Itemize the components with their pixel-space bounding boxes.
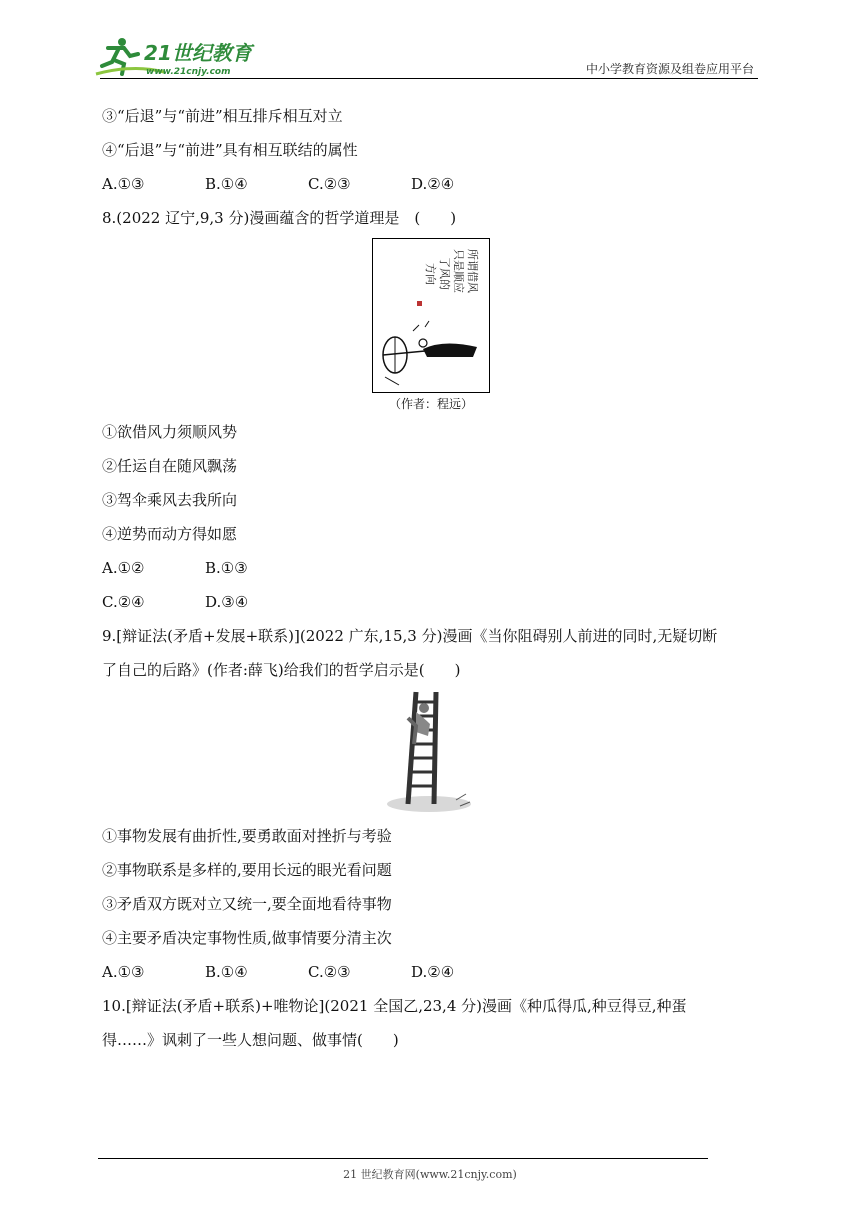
q8-option-d[interactable]: D.③④ <box>205 593 249 611</box>
q9-item-1: ①事物发展有曲折性,要勇敢面对挫折与考验 <box>102 827 392 845</box>
q8-options-row-2 <box>102 592 308 612</box>
q7-option-b[interactable]: B.①④ <box>205 175 248 193</box>
umbrella-figure <box>383 321 477 385</box>
q8-item-3: ③驾伞乘风去我所向 <box>102 491 238 509</box>
q9-item-3: ③矛盾双方既对立又统一,要全面地看待事物 <box>102 895 392 913</box>
platform-tagline: 中小学教育资源及组卷应用平台 <box>585 62 754 76</box>
q9-option-c[interactable]: C.②③ <box>308 963 351 981</box>
q7-option-c[interactable]: C.②③ <box>308 175 351 193</box>
footer-source[interactable]: 21 世纪教育网(www.21cnjy.com) <box>343 1168 517 1181</box>
q8-item-2: ②任运自在随风飘荡 <box>102 457 238 475</box>
svg-text:所谓借风: 所谓借风 <box>466 249 479 293</box>
q8-options-row-1 <box>102 558 308 578</box>
svg-text:方向: 方向 <box>424 263 437 285</box>
q8-stem: 8.(2022 辽宁,9,3 分)漫画蕴含的哲学道理是 ( ) <box>102 209 457 227</box>
q8-option-a[interactable]: A.①② <box>102 559 145 577</box>
header-divider <box>100 78 758 79</box>
site-logo <box>94 34 264 78</box>
q8-option-b[interactable]: B.①③ <box>205 559 248 577</box>
svg-text:了风的: 了风的 <box>438 257 451 290</box>
q7-item-3: ③“后退”与“前进”相互排斥相互对立 <box>102 107 343 125</box>
svg-text:21世纪教育: 21世纪教育 <box>144 41 252 65</box>
q10-stem-line-1: 10.[辩证法(矛盾+联系)+唯物论](2021 全国乙,23,4 分)漫画《种瓜得瓜,种豆得豆,种蛋 <box>102 997 687 1015</box>
q8-cartoon <box>372 238 490 393</box>
q7-option-d[interactable]: D.②④ <box>411 175 455 193</box>
q9-item-2: ②事物联系是多样的,要用长远的眼光看问题 <box>102 861 392 879</box>
svg-text:www.21cnjy.com: www.21cnjy.com <box>146 67 231 77</box>
cartoon-handwriting <box>424 249 480 293</box>
q8-item-1: ①欲借风力须顺风势 <box>102 423 238 441</box>
q8-option-c[interactable]: C.②④ <box>102 593 145 611</box>
q8-item-4: ④逆势而动方得如愿 <box>102 525 238 543</box>
seal-stamp <box>417 301 422 306</box>
q9-option-a[interactable]: A.①③ <box>102 963 145 981</box>
q10-stem-line-2: 得……》讽刺了一些人想问题、做事情( ) <box>102 1031 399 1049</box>
q9-ladder-cartoon <box>386 688 472 814</box>
q9-item-4: ④主要矛盾决定事物性质,做事情要分清主次 <box>102 929 392 947</box>
q9-option-d[interactable]: D.②④ <box>411 963 455 981</box>
q7-options <box>102 174 514 194</box>
q9-option-b[interactable]: B.①④ <box>205 963 248 981</box>
q9-stem-line-2: 了自己的后路》(作者:薛飞)给我们的哲学启示是( ) <box>102 661 461 679</box>
q7-option-a[interactable]: A.①③ <box>102 175 145 193</box>
q9-options <box>102 962 514 982</box>
q9-stem-line-1: 9.[辩证法(矛盾+发展+联系)](2022 广东,15,3 分)漫画《当你阻碍别人前进的同时,无疑切断 <box>102 627 718 645</box>
q7-item-4: ④“后退”与“前进”具有相互联结的属性 <box>102 141 358 159</box>
footer-divider <box>98 1158 708 1159</box>
q8-cartoon-caption: （作者：程远） <box>388 397 473 411</box>
svg-text:只是顺应: 只是顺应 <box>452 249 465 293</box>
